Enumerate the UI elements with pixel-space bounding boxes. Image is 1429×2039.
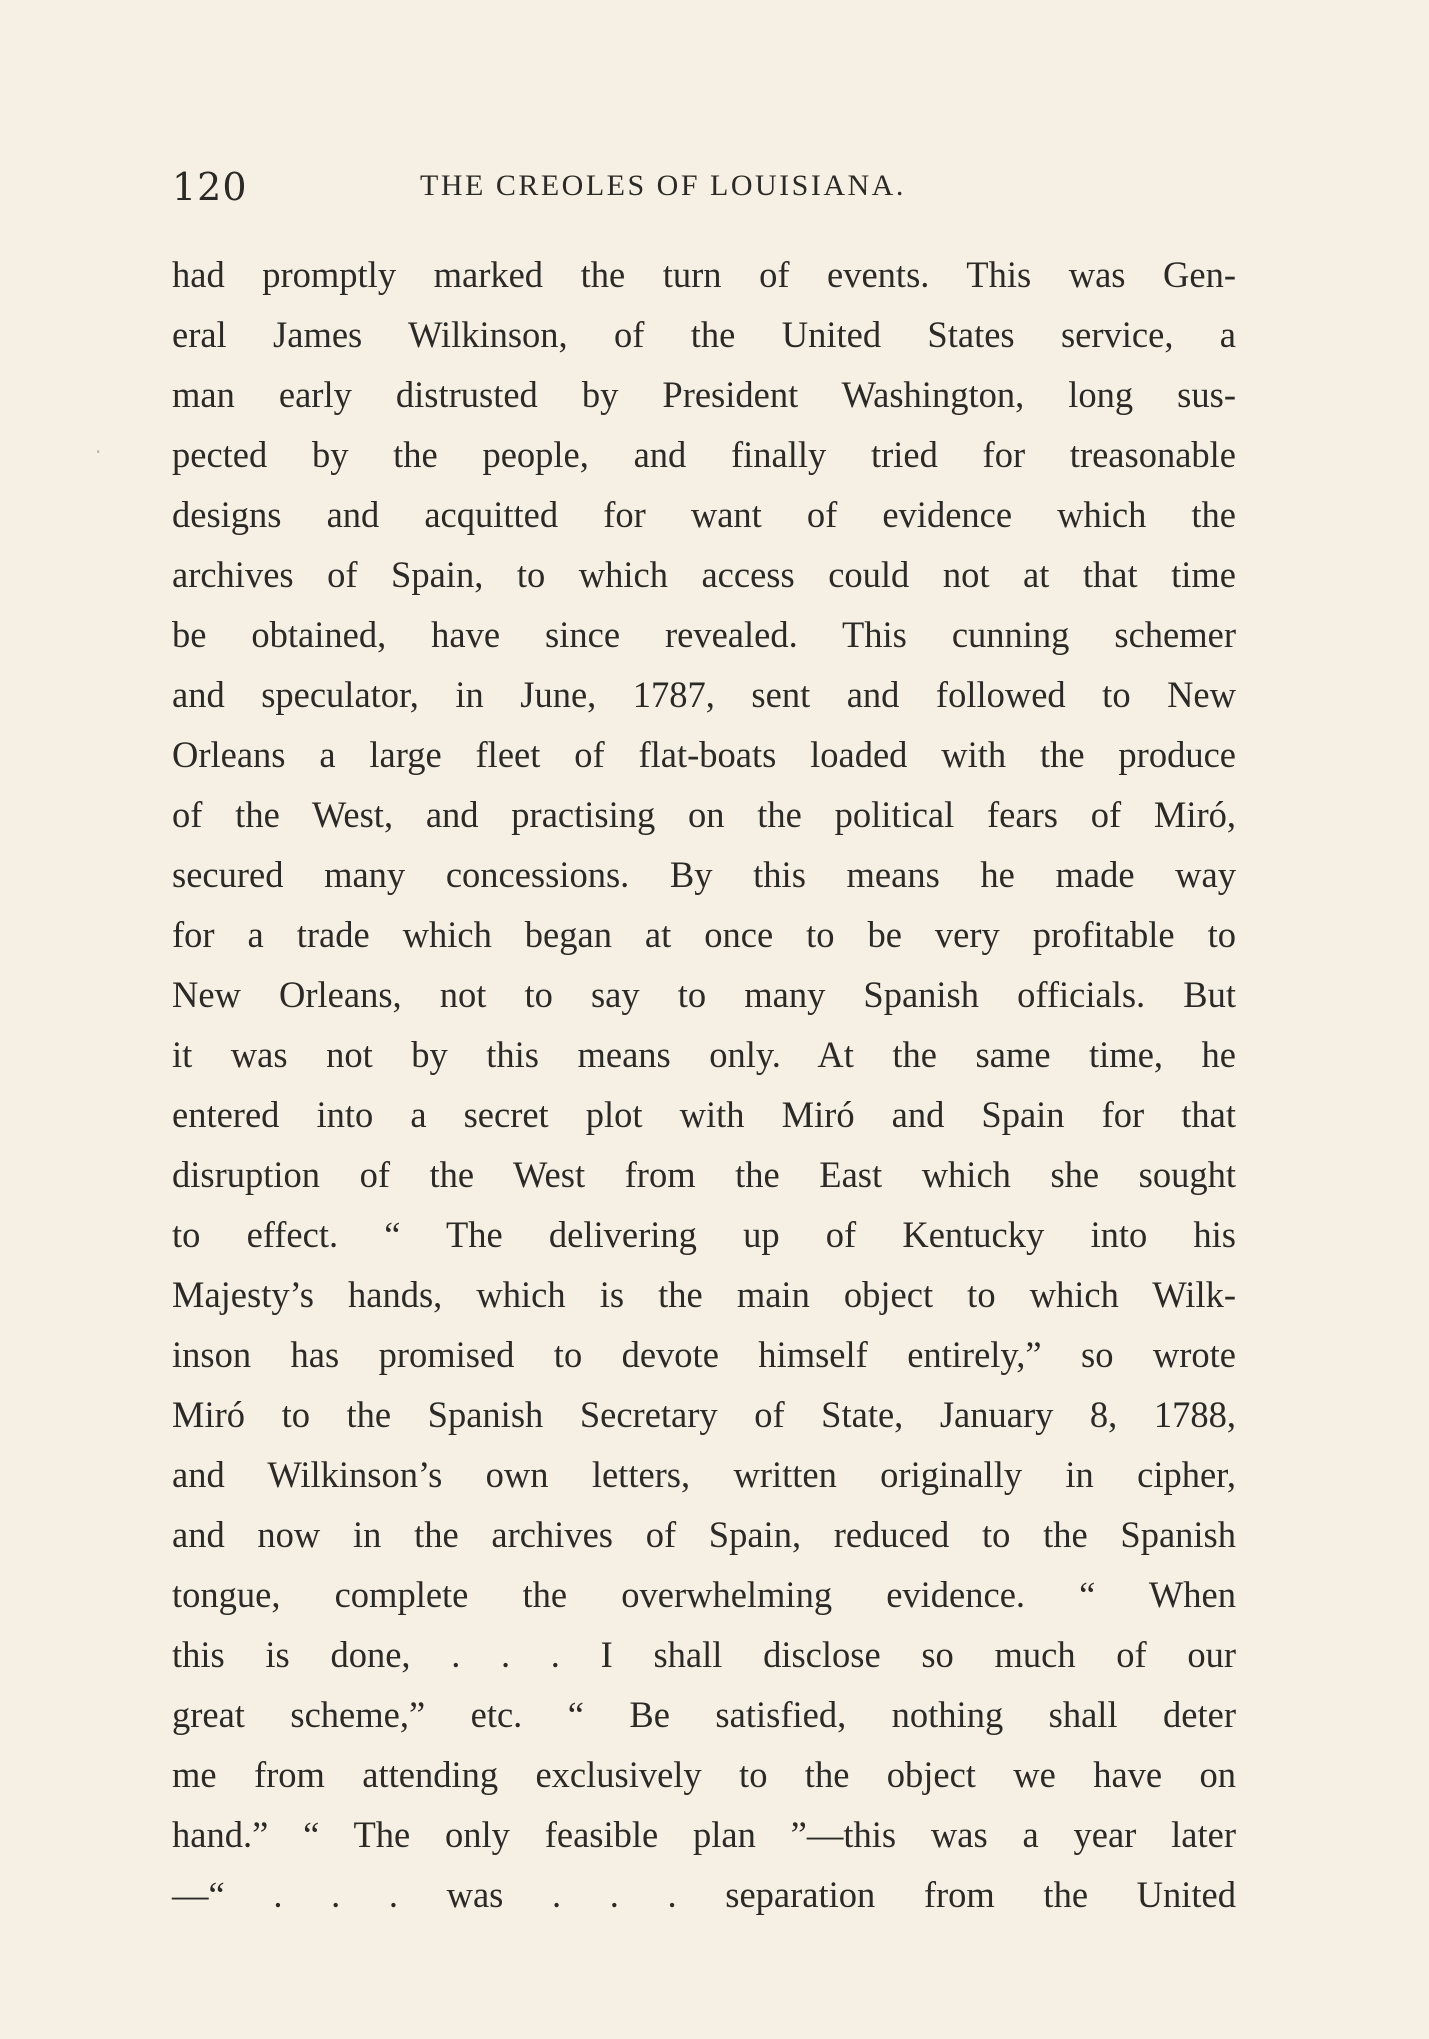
text-line: of the West, and practising on the political fears of Miró, bbox=[172, 794, 1236, 835]
text-line: be obtained, have since revealed. This cunning schemer bbox=[172, 614, 1236, 655]
body-text bbox=[172, 245, 1236, 1925]
text-line: it was not by this means only. At the same time, he bbox=[172, 1034, 1236, 1075]
text-line: secured many concessions. By this means he made way bbox=[172, 854, 1236, 895]
text-line: great scheme,” etc. “ Be satisfied, nothing shall deter bbox=[172, 1694, 1236, 1735]
scan-dot-mark: · bbox=[95, 440, 102, 464]
text-line: me from attending exclusively to the object we have on bbox=[172, 1754, 1236, 1795]
text-line: eral James Wilkinson, of the United States service, a bbox=[172, 314, 1236, 355]
text-line: New Orleans, not to say to many Spanish officials. But bbox=[172, 974, 1236, 1015]
text-line: and Wilkinson’s own letters, written originally in cipher, bbox=[172, 1454, 1236, 1495]
text-line: hand.” “ The only feasible plan ”—this was a year later bbox=[172, 1814, 1236, 1855]
page-header bbox=[172, 165, 1236, 225]
text-line: and now in the archives of Spain, reduced to the Spanish bbox=[172, 1514, 1236, 1555]
text-line: had promptly marked the turn of events. This was Gen- bbox=[172, 254, 1236, 295]
text-line: —“ . . . was . . . separation from the United bbox=[172, 1874, 1236, 1915]
text-line: to effect. “ The delivering up of Kentucky into his bbox=[172, 1214, 1236, 1255]
running-title: THE CREOLES OF LOUISIANA. bbox=[420, 169, 906, 202]
page-number: 120 bbox=[172, 165, 248, 209]
text-line: inson has promised to devote himself entirely,” so wrote bbox=[172, 1334, 1236, 1375]
text-line: this is done, . . . I shall disclose so much of our bbox=[172, 1634, 1236, 1675]
text-line: pected by the people, and finally tried for treasonable bbox=[172, 434, 1236, 475]
text-line: and speculator, in June, 1787, sent and followed to New bbox=[172, 674, 1236, 715]
text-line: Orleans a large fleet of flat-boats loaded with the produce bbox=[172, 734, 1236, 775]
text-line: man early distrusted by President Washington, long sus- bbox=[172, 374, 1236, 415]
text-line: tongue, complete the overwhelming evidence. “ When bbox=[172, 1574, 1236, 1615]
text-line: designs and acquitted for want of evidence which the bbox=[172, 494, 1236, 535]
text-line: for a trade which began at once to be very profitable to bbox=[172, 914, 1236, 955]
text-line: entered into a secret plot with Miró and Spain for that bbox=[172, 1094, 1236, 1135]
text-line: Majesty’s hands, which is the main object to which Wilk- bbox=[172, 1274, 1236, 1315]
text-line: disruption of the West from the East which she sought bbox=[172, 1154, 1236, 1195]
text-line: Miró to the Spanish Secretary of State, January 8, 1788, bbox=[172, 1394, 1236, 1435]
text-line: archives of Spain, to which access could not at that time bbox=[172, 554, 1236, 595]
